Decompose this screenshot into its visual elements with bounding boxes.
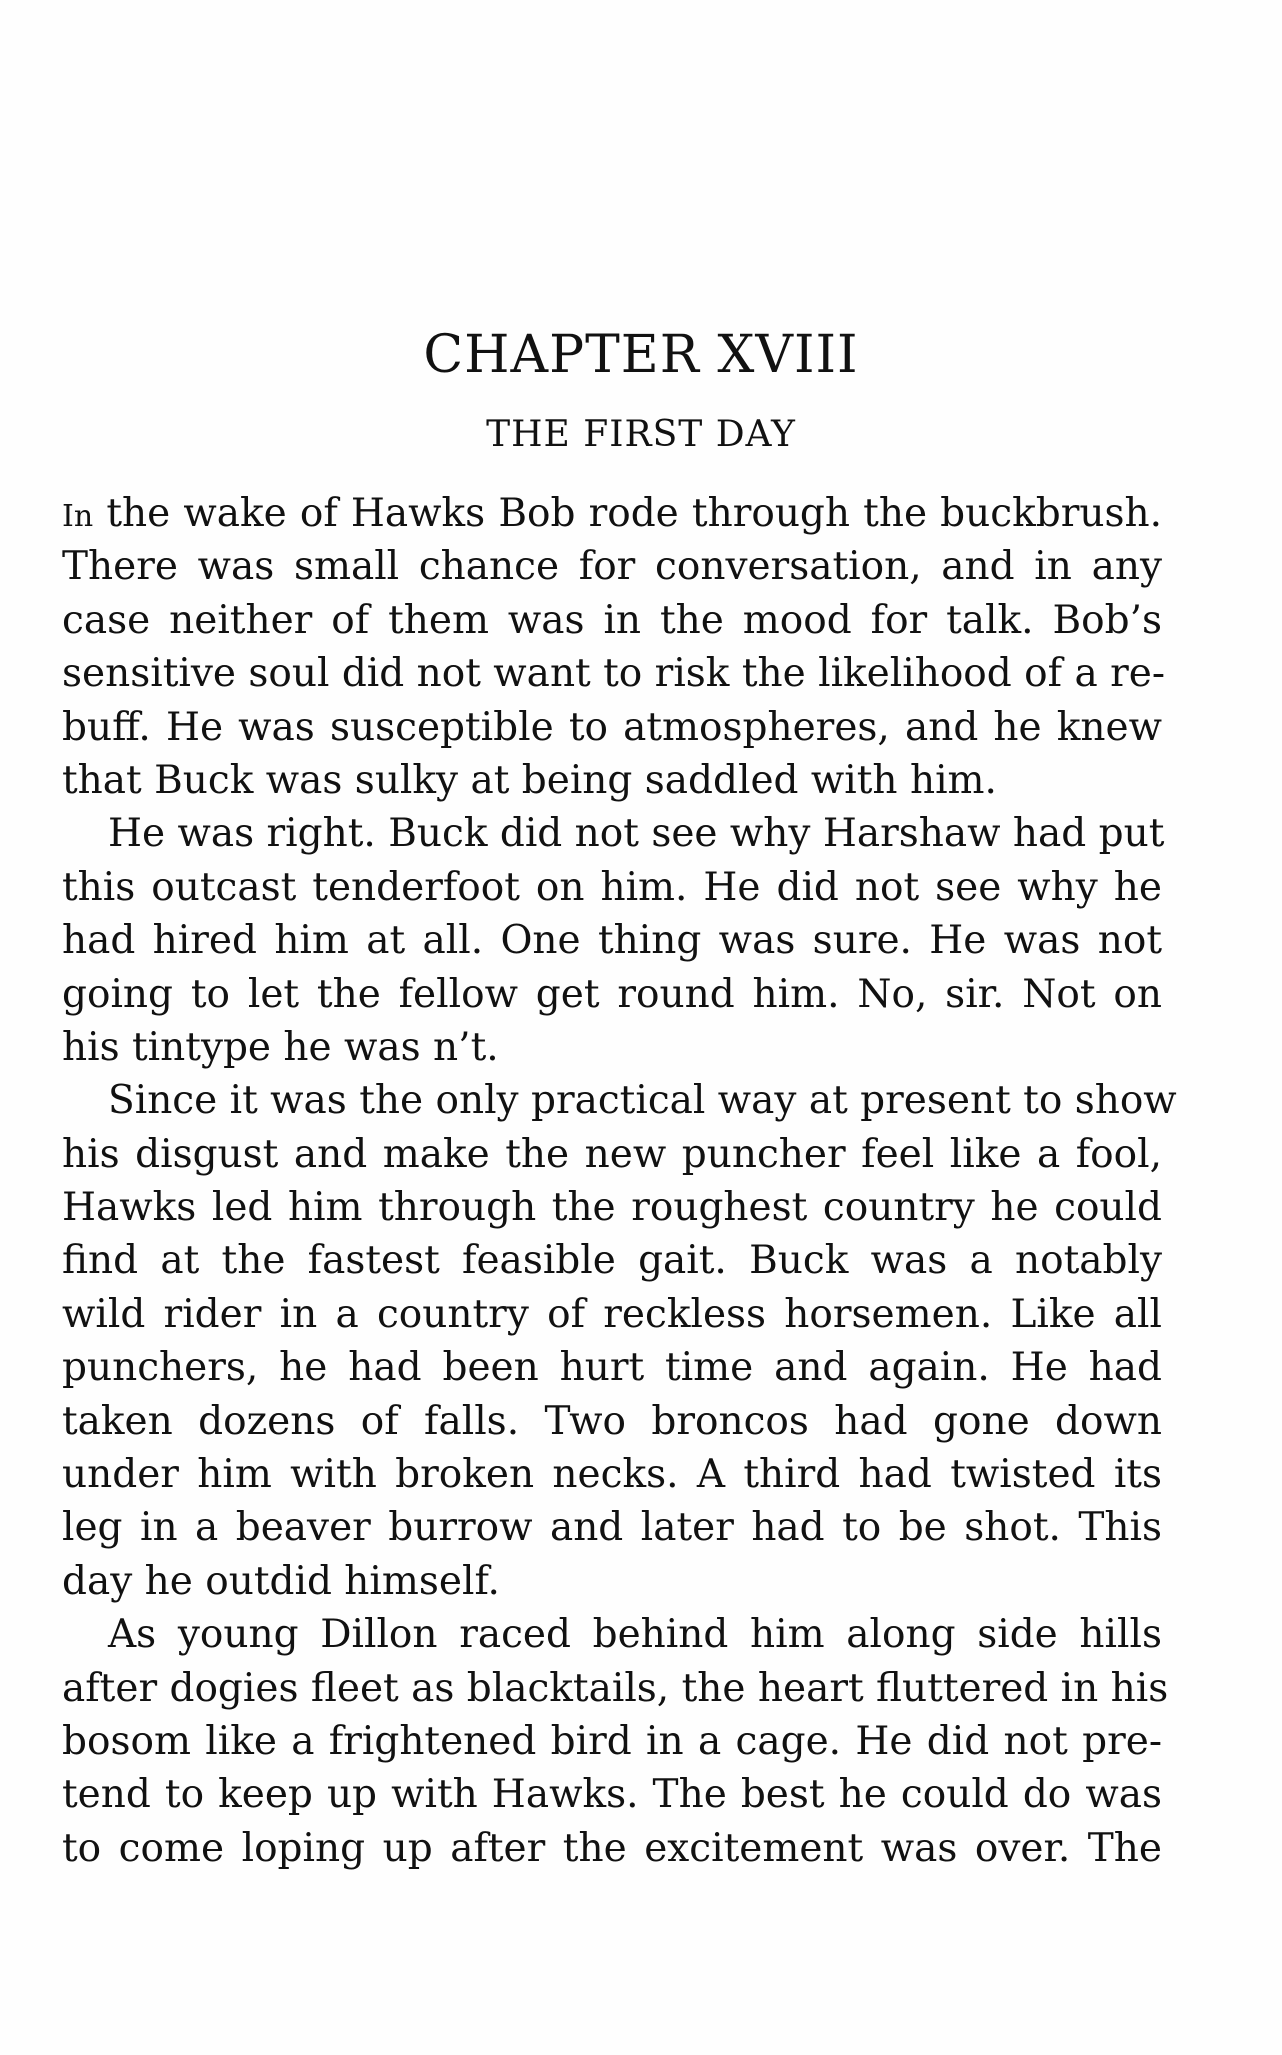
line-text: the wake of Hawks Bob rode through the buckbrush. — [106, 491, 1162, 536]
text-line: find at the fastest feasible gait. Buck was a notably — [62, 1238, 1162, 1284]
text-line: this outcast tenderfoot on him. He did not see why he — [62, 864, 1162, 910]
text-line: had hired him at all. One thing was sure. He was not — [62, 918, 1162, 964]
text-line: sensitive soul did not want to risk the likelihood of a re- — [62, 651, 1166, 697]
text-line: As young Dillon raced behind him along side hills — [108, 1612, 1162, 1658]
text-line: Since it was the only practical way at present to show — [108, 1078, 1177, 1124]
text-line — [62, 487, 1162, 540]
paragraph-opening-smallcaps: In — [62, 499, 94, 534]
text-line: He was right. Buck did not see why Harshaw had put — [108, 811, 1165, 857]
text-line: after dogies fleet as blacktails, the heart fluttered in his — [62, 1665, 1169, 1711]
text-line: that Buck was sulky at being saddled with him. — [62, 757, 997, 803]
text-line: punchers, he had been hurt time and again. He had — [62, 1345, 1162, 1391]
text-line: his tintype he was n’t. — [62, 1024, 499, 1070]
text-line: under him with broken necks. A third had twisted its — [62, 1452, 1162, 1498]
text-line: taken dozens of falls. Two broncos had gone down — [62, 1398, 1162, 1444]
text-line: going to let the fellow get round him. No, sir. Not on — [62, 971, 1162, 1017]
text-line: day he outdid himself. — [62, 1558, 500, 1604]
text-line: buff. He was susceptible to atmospheres, and he knew — [62, 704, 1162, 750]
text-line: case neither of them was in the mood for talk. Bob’s — [62, 597, 1162, 643]
text-line: There was small chance for conversation, and in any — [62, 544, 1162, 590]
text-line: wild rider in a country of reckless horsemen. Like all — [62, 1291, 1162, 1337]
text-line: tend to keep up with Hawks. The best he could do was — [62, 1772, 1162, 1818]
text-line: bosom like a frightened bird in a cage. He did not pre- — [62, 1718, 1162, 1764]
text-line: to come loping up after the excitement was over. The — [62, 1825, 1162, 1871]
text-line: Hawks led him through the roughest country he could — [62, 1185, 1162, 1231]
chapter-title: THE FIRST DAY — [486, 414, 796, 455]
text-line: leg in a beaver burrow and later had to be shot. This — [62, 1505, 1162, 1551]
chapter-number: CHAPTER XVIII — [423, 325, 859, 385]
text-line: his disgust and make the new puncher feel like a fool, — [62, 1131, 1162, 1177]
chapter-body — [62, 487, 1177, 1875]
